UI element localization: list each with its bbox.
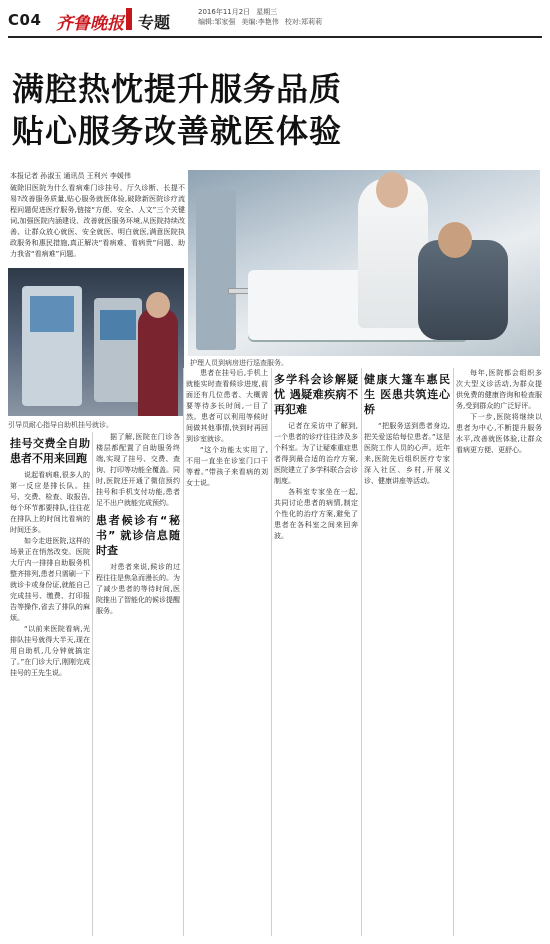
column-divider [92, 432, 93, 936]
article-lead: 破除旧医院为什么看病难门诊挂号、厅久诊断、长提不易?改善服务质量,贴心服务就医体验,破除新医院诊疗流程问题促进医疗服务,链接“方便、安全、人文”三个关键词,加强医院内涵建设、改善就医服务环境,从医院持续改善、让群众放心就医、安全就医、明白就医,满意医院执政服务和惠民措施,真正解决“看病难、看病贵”问题、助力我省“看病难”问题。 [10, 184, 185, 258]
patient-head [438, 222, 472, 258]
paragraph: 记者在采访中了解到,一个患者的诊疗往往涉及多个科室。为了让疑难重症患者得到最合适的治疗方案,医院建立了多学科联合会诊制度。 [274, 422, 358, 485]
medical-equipment [196, 190, 236, 350]
column-divider [361, 368, 362, 936]
paragraph: 下一步,医院将继续以患者为中心,不断提升服务水平,改善就医体验,让群众看病更方便、更舒心。 [456, 413, 542, 454]
issue-info [198, 7, 328, 27]
masthead [8, 4, 542, 34]
paragraph: 各科室专家坐在一起,共同讨论患者的病情,制定个性化的治疗方案,避免了患者在各科室之间来回奔波。 [274, 488, 358, 540]
column-divider [183, 368, 184, 936]
column-5 [364, 368, 450, 936]
proofreader-credit: 校对:郑莉莉 [284, 18, 323, 26]
column-3 [186, 368, 268, 936]
paragraph: 对患者来说,候诊的过程往往是焦急而漫长的。为了减少患者的等待时间,医院推出了智能化的候诊提醒服务。 [96, 563, 180, 615]
section-title: 多学科会诊解疑忧 遇疑难疾病不再犯难 [274, 373, 358, 416]
issue-date: 2016年11月2日 [198, 8, 251, 16]
section-title: 患者候诊有“秘书” 就诊信息随时查 [96, 514, 180, 557]
editor-credit: 编辑:邹家强 [198, 18, 236, 26]
kiosk-screen-2 [100, 310, 136, 340]
section-title: 健康大篷车惠民生 医患共筑连心桥 [364, 373, 450, 416]
paragraph: 患者在挂号后,手机上就能实时查看候诊进度,前面还有几位患者、大概需要等待多长时间,一目了然。患者可以利用等候时间做其他事情,快到时再回到诊室就诊。 [186, 369, 268, 443]
headline-line-1: 满腔热忱提升服务品质 [12, 70, 343, 108]
column-divider [271, 368, 272, 936]
main-photo-caption: 护理人员到病房进行巡查服务。 [190, 359, 288, 367]
paragraph: “这个功能太实用了,不用一直坐在诊室门口干等着。”带孩子来看病的刘女士说。 [186, 446, 268, 487]
kiosk-photo [8, 268, 184, 416]
paragraph: 说起看病难,很多人的第一反应是排长队。挂号、交费、检查、取报告,每个环节都要排队,往往花在排队上的时间比看病的时间还多。 [10, 471, 90, 534]
guide-head [146, 292, 170, 318]
kiosk-screen [30, 296, 74, 332]
newspaper-brand: 齐鲁晚报 [56, 14, 124, 34]
paragraph: 据了解,医院在门诊各楼层都配置了自助服务终端,实现了挂号、交费、查询、打印等功能全覆盖。同时,医院还开通了微信预约挂号和手机支付功能,患者足不出户就能完成预约。 [96, 433, 180, 507]
small-photo-caption: 引导员耐心指导自助机挂号就诊。 [8, 421, 113, 429]
headline-line-2: 贴心服务改善就医体验 [12, 112, 343, 150]
designer-credit: 美编:李艳伟 [241, 18, 279, 26]
paragraph: 如今走进医院,这样的场景正在悄然改变。医院大厅内一排排自助服务机整齐排列,患者只需刷一下就诊卡或身份证,就能自己完成挂号、缴费、打印报告等操作,省去了排队的麻烦。 [10, 537, 90, 622]
section-marker [126, 8, 132, 30]
page-headline [12, 68, 538, 152]
paragraph: “把服务送到患者身边,把关爱送给每位患者。”这是医院工作人员的心声。近年来,医院先后组织医疗专家深入社区、乡村,开展义诊、健康讲座等活动。 [364, 422, 450, 485]
paragraph: “以前来医院看病,光排队挂号就得大半天,现在用自助机,几分钟就搞定了。”在门诊大厅,刚刚完成挂号的王先生说。 [10, 625, 90, 677]
paragraph: 每年,医院都会组织多次大型义诊活动,为群众提供免费的健康咨询和检查服务,受到群众的广泛好评。 [456, 369, 542, 410]
column-4 [274, 368, 358, 936]
column-6 [456, 368, 542, 936]
column-1 [10, 432, 90, 936]
column-2 [96, 432, 180, 936]
ward-photo [188, 170, 540, 356]
article-byline: 本报记者 孙淑玉 通讯员 王利兴 李媛伟 [10, 172, 131, 180]
column-divider [453, 368, 454, 936]
masthead-rule [8, 36, 542, 38]
page-number: C04 [8, 11, 42, 29]
section-label: 专题 [138, 13, 171, 32]
issue-weekday: 星期三 [256, 8, 278, 16]
section-title: 挂号交费全自助 患者不用来回跑 [10, 437, 90, 465]
nurse-head [376, 172, 408, 208]
guide-figure [138, 308, 178, 416]
